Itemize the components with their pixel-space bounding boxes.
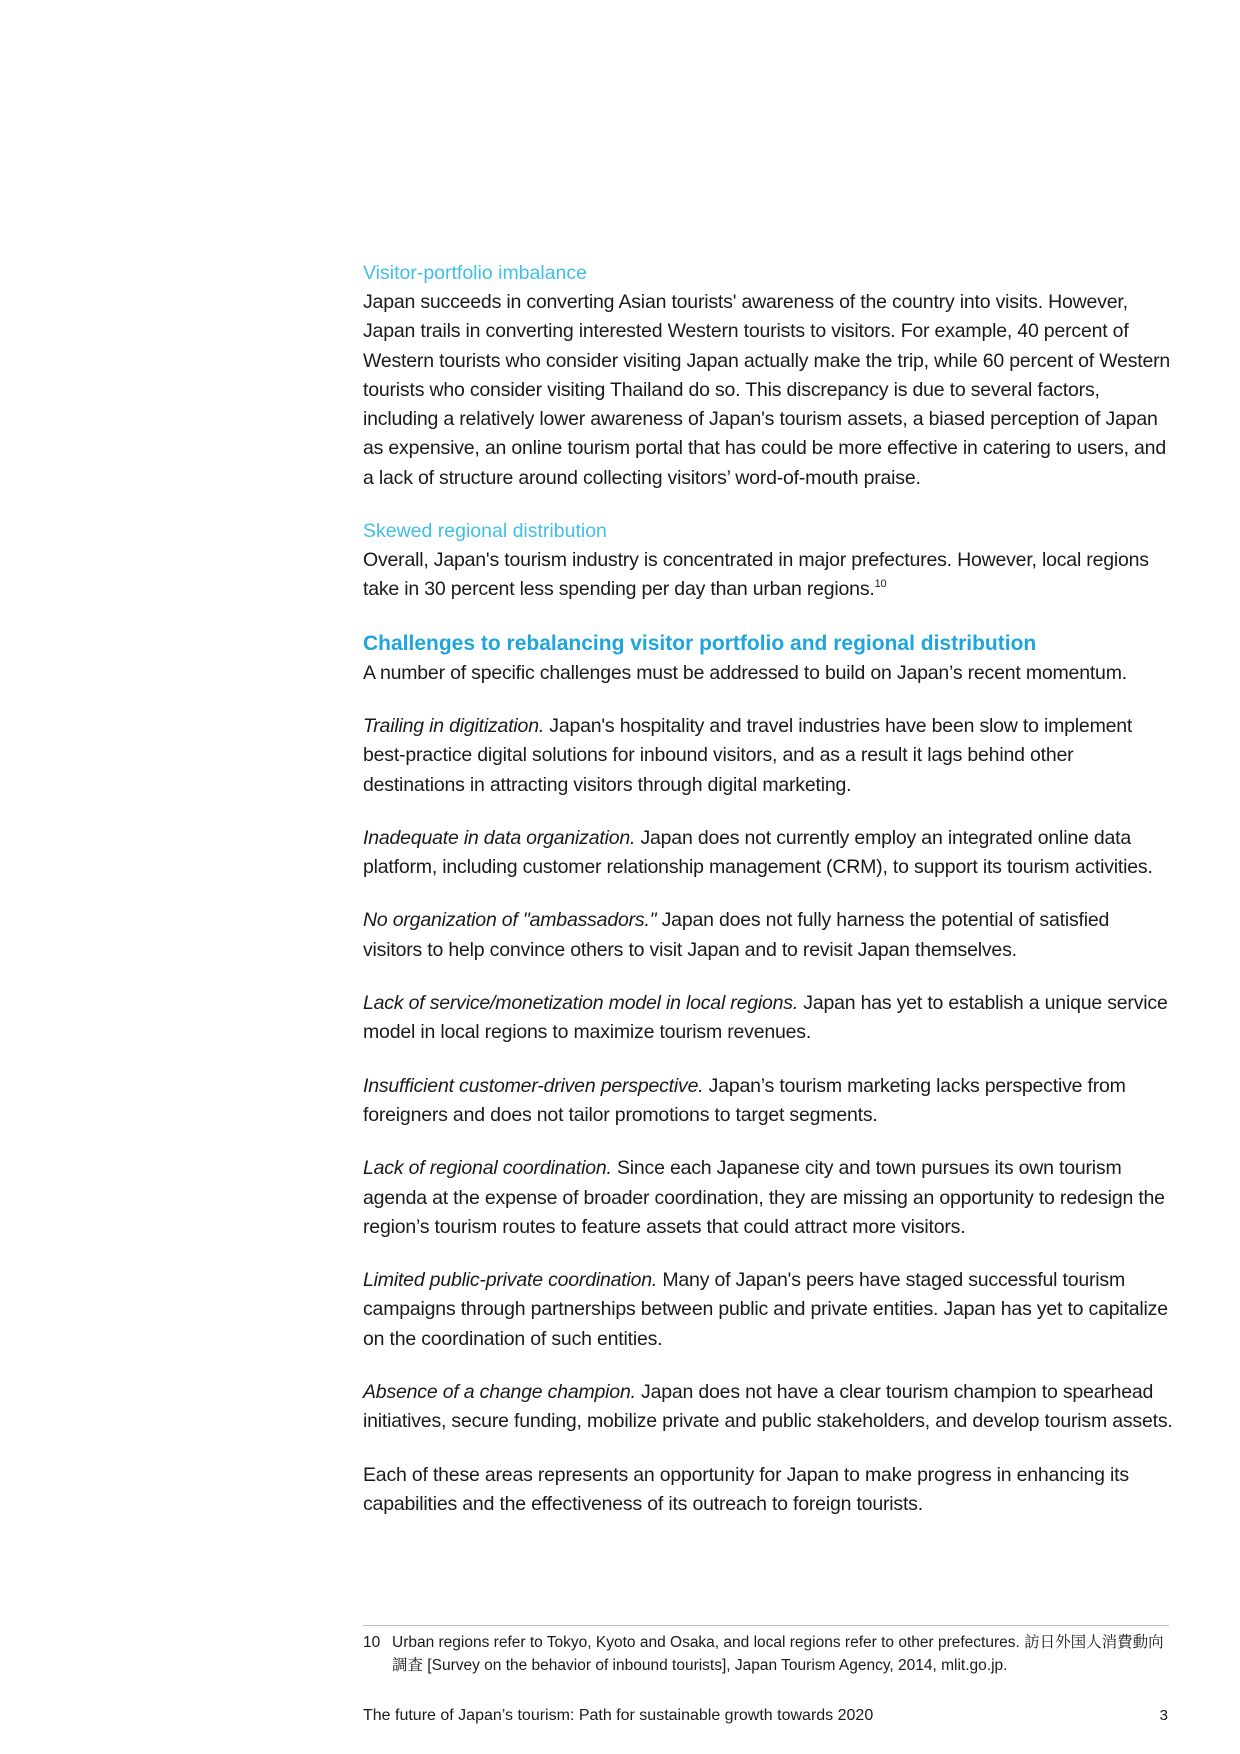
regional-distribution-text: Overall, Japan's tourism industry is concentrated in major prefectures. However, local regions take in 30 percent less spending per day than urban regions. (363, 549, 1149, 601)
footnote (363, 1631, 1173, 1677)
page-number: 3 (1159, 1707, 1168, 1724)
section-challenges (363, 629, 1173, 688)
challenge-item (363, 824, 1173, 883)
challenge-title: Limited public-private coordination. (363, 1269, 658, 1292)
challenge-title: No organization of "ambassadors." (363, 909, 657, 932)
closing-paragraph: Each of these areas represents an opportunity for Japan to make progress in enhancing its capabilities and the effectiveness of its outreach to foreign tourists. (363, 1463, 1129, 1515)
challenge-item (363, 1378, 1173, 1437)
challenge-text: Japan’s tourism marketing lacks perspective from foreigners and does not tailor promotions to target segments. (363, 1074, 1126, 1126)
challenge-text: Japan's hospitality and travel industries have been slow to implement best-practice digital solutions for inbound visitors, and as a result it lags behind other destinations in attracting visitors through digital marketing. (363, 714, 1133, 796)
challenge-text: Japan does not have a clear tourism champion to spearhead initiatives, secure funding, mobilize private and public stakeholders, and develop tourism assets. (363, 1381, 1173, 1433)
challenge-title: Trailing in digitization. (363, 714, 545, 737)
challenge-item (363, 906, 1173, 965)
section-regional-distribution (363, 517, 1173, 605)
challenge-text: Japan has yet to establish a unique service model in local regions to maximize tourism revenues. (363, 992, 1168, 1044)
section-visitor-portfolio (363, 259, 1173, 493)
challenge-title: Lack of regional coordination. (363, 1157, 612, 1180)
challenge-item (363, 989, 1173, 1048)
footnote-number: 10 (363, 1634, 381, 1651)
challenge-item (363, 1072, 1173, 1131)
challenges-heading: Challenges to rebalancing visitor portfolio and regional distribution (363, 631, 1037, 655)
paragraph-visitor-portfolio: Japan succeeds in converting Asian tourists' awareness of the country into visits. However, Japan trails in converting interested Western tourists to visitors. For example, 40 percent of Western tourists who consider visiting Japan actually make the trip, while 60 percent of Western tourists who consider visiting Thailand do so. This discrepancy is due to several factors, including a relatively lower awareness of Japan's tourism assets, a biased perception of Japan as expensive, an online tourism portal that has could be more effective in catering to users, and a lack of structure around collecting visitors’ word-of-mouth praise. (363, 291, 1171, 489)
challenge-title: Inadequate in data organization. (363, 826, 636, 849)
subheading-regional-distribution: Skewed regional distribution (363, 520, 607, 543)
challenges-intro: A number of specific challenges must be addressed to build on Japan’s recent momentum. (363, 661, 1127, 684)
subheading-visitor-portfolio: Visitor-portfolio imbalance (363, 262, 587, 284)
challenge-title: Lack of service/monetization model in local regions. (363, 992, 799, 1015)
footnote-text: Urban regions refer to Tokyo, Kyoto and Osaka, and local regions refer to other prefectures. 訪日外国人消費動向調査 [Survey on the behavior of inbound tourists], Japan Tourism Agency, 2014, mlit.go.jp. (392, 1634, 1164, 1674)
challenge-item (363, 712, 1173, 800)
challenge-text: Since each Japanese city and town pursues its own tourism agenda at the expense of broader coordination, they are missing an opportunity to redesign the region’s tourism routes to feature assets that could attract more visitors. (363, 1157, 1165, 1238)
main-content (363, 259, 1173, 1543)
challenge-title: Absence of a change champion. (363, 1381, 636, 1404)
challenge-text: Many of Japan's peers have staged successful tourism campaigns through partnerships between public and private entities. Japan has yet to capitalize on the coordination of such entities. (363, 1269, 1168, 1350)
footnote-divider (363, 1625, 1169, 1626)
footer-title: The future of Japan’s tourism: Path for sustainable growth towards 2020 (363, 1707, 874, 1724)
challenge-item (363, 1154, 1173, 1242)
challenge-item (363, 1266, 1173, 1354)
challenge-text: Japan does not fully harness the potential of satisfied visitors to help convince others to visit Japan and to revisit Japan themselves. (363, 909, 1110, 961)
challenge-text: Japan does not currently employ an integrated online data platform, including customer relationship management (CRM), to support its tourism activities. (363, 826, 1153, 879)
challenge-title: Insufficient customer-driven perspective. (363, 1074, 704, 1097)
paragraph-regional-distribution (363, 546, 1173, 605)
footnote-reference[interactable]: 10 (874, 578, 887, 591)
